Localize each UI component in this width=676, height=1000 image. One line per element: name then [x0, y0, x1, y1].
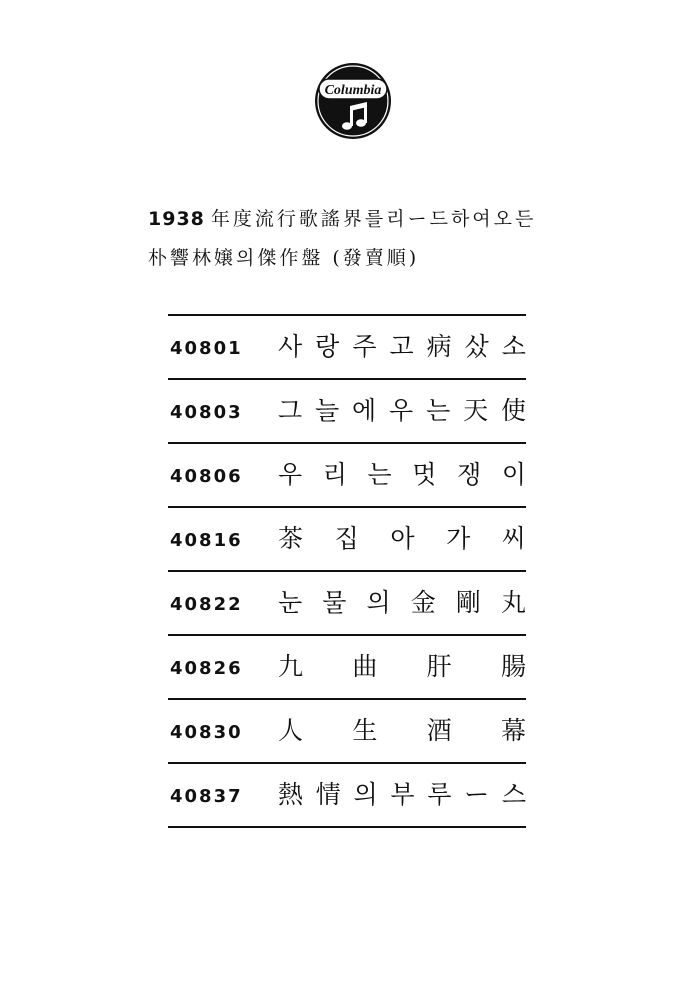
- record-title: 人 生 酒 幕: [278, 716, 526, 745]
- catalog-row: [168, 700, 526, 764]
- columbia-logo: [314, 62, 392, 140]
- catalog-row: [168, 572, 526, 636]
- record-number: 40826: [170, 658, 243, 679]
- heading-year: 1938: [148, 208, 205, 230]
- heading-line-2: 朴響林嬢의傑作盤 (發賣順): [148, 247, 420, 269]
- record-number: 40806: [170, 466, 243, 487]
- catalog-row: [168, 508, 526, 572]
- heading-line-1: [148, 204, 568, 231]
- record-title: 눈 물 의 金 剛 丸: [278, 588, 526, 617]
- record-number: 40801: [170, 338, 243, 359]
- record-title: 茶 집 아 가 씨: [278, 524, 526, 553]
- record-number: 40837: [170, 786, 243, 807]
- record-title: 九 曲 肝 腸: [278, 652, 526, 681]
- catalog-row: [168, 380, 526, 444]
- catalog-row: [168, 636, 526, 700]
- record-title: 사 랑 주 고 病 샀 소: [278, 332, 526, 361]
- record-number: 40816: [170, 530, 243, 551]
- catalog-row: [168, 764, 526, 828]
- record-title: 우 리 는 멋 쟁 이: [278, 460, 526, 489]
- record-title: 그 늘 에 우 는 天 使: [278, 396, 526, 425]
- logo-text: Columbia: [324, 83, 382, 98]
- record-catalog-list: [168, 314, 526, 828]
- record-number: 40822: [170, 594, 243, 615]
- record-number: 40830: [170, 722, 243, 743]
- catalog-row: [168, 444, 526, 508]
- heading-line-1-text: 年度流行歌謠界를리ー드하여오든: [210, 208, 537, 230]
- record-number: 40803: [170, 402, 243, 423]
- catalog-row: [168, 316, 526, 380]
- record-title: 熱 情 의 부 루 ー 스: [278, 780, 526, 809]
